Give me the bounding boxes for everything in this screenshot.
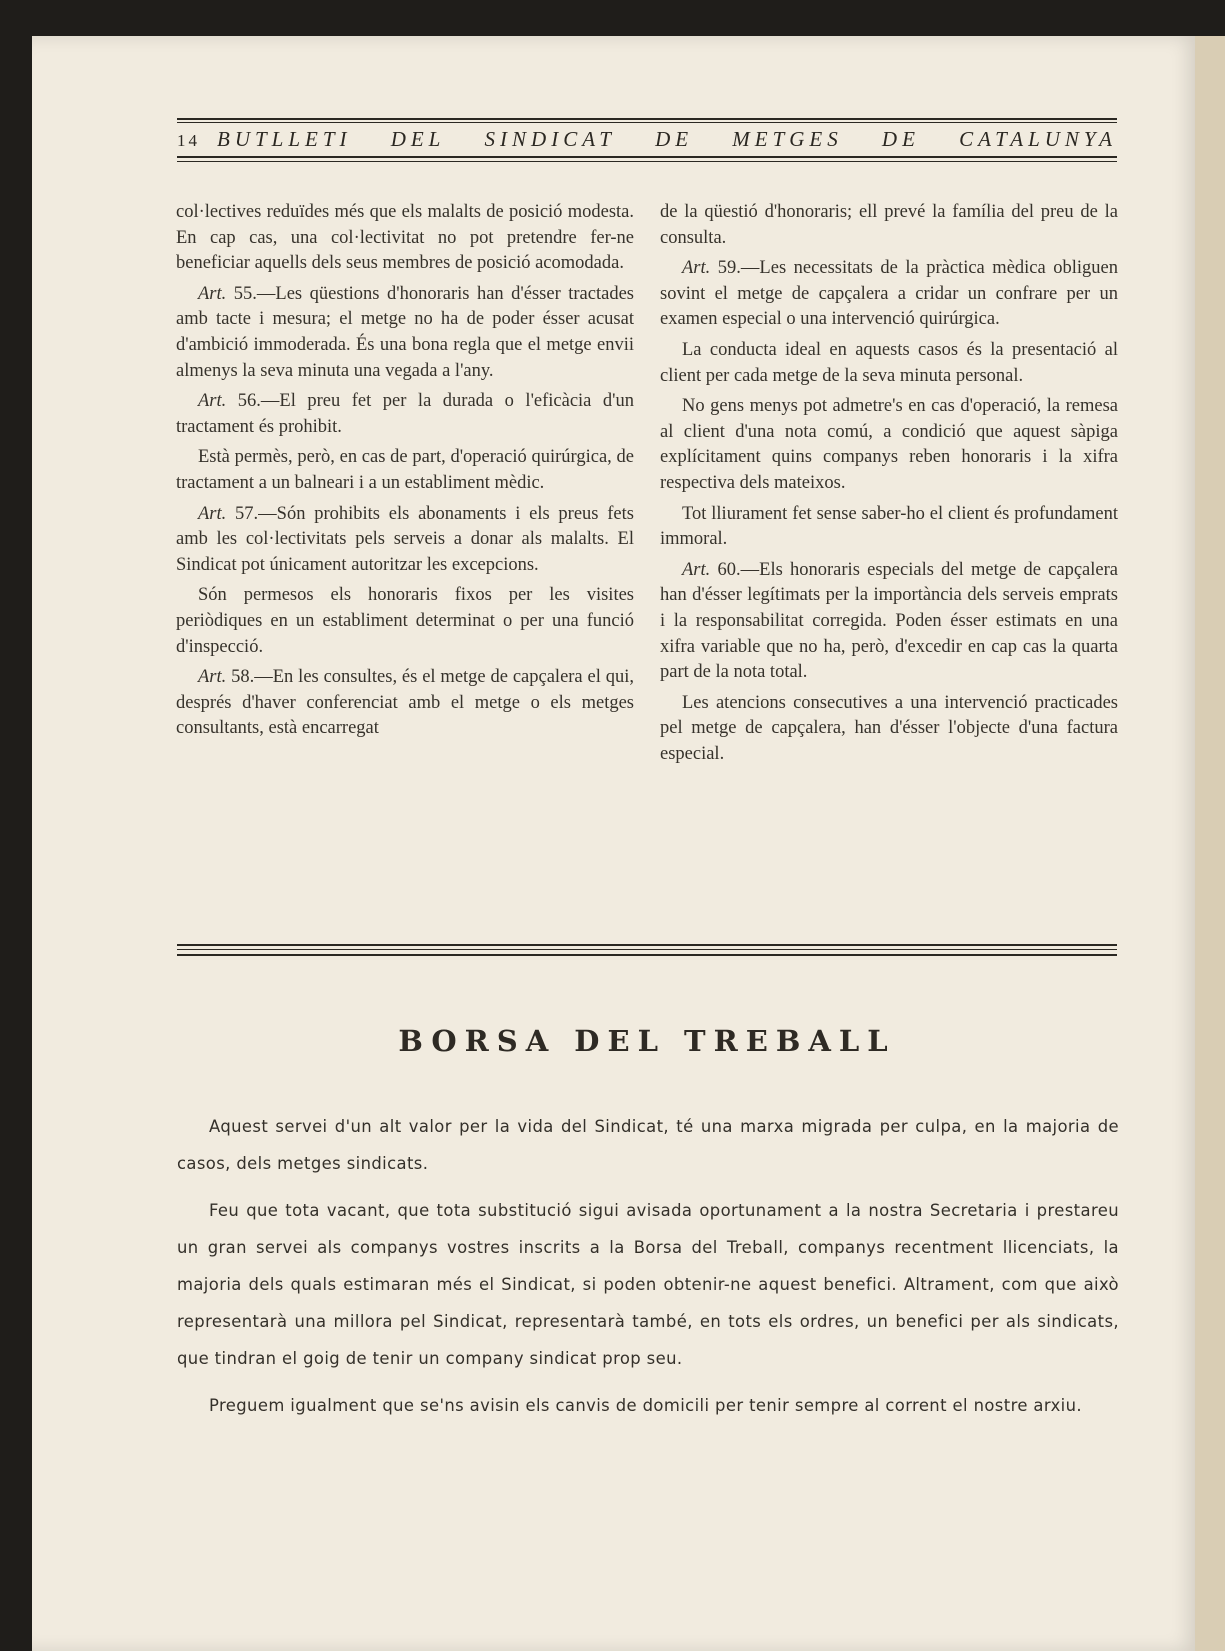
journal-title-word: DE — [655, 127, 694, 151]
paragraph-text: 56.—El preu fet per la durada o l'eficàcia d'un tractament és prohibit. — [176, 391, 634, 437]
left-column — [176, 200, 634, 747]
paragraph-text: Són permesos els honoraris fixos per les visites periòdiques en un establiment determinat o per una funció d'inspecció. — [176, 585, 634, 657]
separator-rule — [177, 954, 1117, 956]
paragraph — [660, 256, 1118, 333]
paragraph — [660, 691, 1118, 768]
paragraph — [176, 282, 634, 384]
right-column — [660, 200, 1118, 772]
paragraph-text: Tot lliurament fet sense saber-ho el client és profundament immoral. — [660, 503, 1118, 550]
article-label: Art. — [198, 667, 227, 688]
paragraph-text: Les atencions consecutives a una intervenció practicades pel metge de capçalera, han d'ésser l'objecte d'una factura especial. — [660, 692, 1118, 764]
journal-title-word: SINDICAT — [484, 127, 616, 151]
paragraph-text: 60.—Els honoraris especials del metge de capçalera han d'ésser legítimats per la importància dels serveis emprats i la responsabilitat corregida. Poden ésser estimats en una xifra variable que no ha, però, d'excedir en cap cas la quarta part de la nota total. — [660, 559, 1118, 683]
section-body — [177, 1108, 1119, 1434]
section-paragraph: Aquest servei d'un alt valor per la vida del Sindicat, té una marxa migrada per culpa, en la majoria de casos, dels metges sindicats. — [177, 1117, 1119, 1173]
header-rule-top-thin — [177, 122, 1117, 123]
paragraph — [176, 200, 634, 277]
journal-title-word: DE — [881, 127, 920, 151]
article-label: Art. — [198, 391, 227, 412]
header-rule-bottom-thin — [177, 161, 1117, 162]
header-text — [177, 127, 1117, 152]
paragraph-text: La conducta ideal en aquests casos és la presentació al client per cada metge de la seva minuta personal. — [660, 339, 1118, 386]
header-rule-top — [177, 118, 1117, 120]
paragraph — [176, 665, 634, 742]
paragraph — [660, 200, 1118, 251]
paragraph — [176, 389, 634, 440]
paragraph-text: 57.—Són prohibits els abonaments i els preus fets amb les col·lectivitats pels serveis a donar als malalts. El Sindicat pot únicament autoritzar les excepcions. — [176, 503, 634, 575]
journal-title — [217, 127, 1117, 152]
paragraph — [660, 558, 1118, 686]
article-label: Art. — [198, 503, 227, 524]
running-header — [177, 118, 1117, 166]
paragraph — [660, 394, 1118, 496]
page-edge — [1195, 36, 1225, 1651]
separator-rule — [177, 944, 1117, 946]
section-paragraph: Feu que tota vacant, que tota substitució sigui avisada oportunament a la nostra Secretaria i prestareu un gran servei als companys vostres inscrits a la Borsa del Treball, companys recentment llicenciats, la majoria dels quals estimaran més el Sindicat, si poden obtenir-ne aquest benefici. Altrament, com que això representarà una millora pel Sindicat, representarà també, en tots els ordres, un benefici per als sindicats, que tindran el goig de tenir un company sindicat prop seu. — [177, 1201, 1119, 1368]
article-label: Art. — [198, 283, 227, 304]
paragraph-text: 59.—Les necessitats de la pràctica mèdica obliguen sovint el metge de capçalera a cridar un confrare per un examen especial o una intervenció quirúrgica. — [660, 258, 1118, 330]
separator-rule-thin — [177, 949, 1117, 950]
paragraph-text: col·lectives reduïdes més que els malalts de posició modesta. En cap cas, una col·lectivitat no pot pretendre fer-ne beneficiar aquells dels seus membres de posició acomodada. — [176, 202, 634, 274]
section-paragraph: Preguem igualment que se'ns avisin els canvis de domicili per tenir sempre al corrent el nostre arxiu. — [209, 1396, 1083, 1415]
paragraph-text: de la qüestió d'honoraris; ell prevé la família del preu de la consulta. — [660, 202, 1118, 248]
paragraph — [176, 583, 634, 660]
paragraph-text: 55.—Les qüestions d'honoraris han d'ésser tractades amb tacte i mesura; el metge no ha de poder ésser acusat d'ambició immoderada. És una bona regla que el metge envii almenys la seva minuta una vegada a l'any. — [176, 283, 634, 381]
journal-title-word: METGES — [732, 127, 843, 151]
journal-title-word: DEL — [390, 127, 446, 151]
page-number: 14 — [177, 131, 200, 150]
journal-title-word: CATALUNYA — [959, 127, 1117, 151]
journal-title-word: BUTLLETI — [217, 127, 352, 151]
section-title: BORSA DEL TREBALL — [398, 1024, 896, 1058]
paragraph — [660, 338, 1118, 389]
paragraph-text: Està permès, però, en cas de part, d'operació quirúrgica, de tractament a un balneari i a un establiment mèdic. — [176, 447, 634, 493]
header-rule-bottom — [177, 156, 1117, 158]
article-label: Art. — [682, 559, 711, 580]
article-label: Art. — [682, 258, 711, 279]
paragraph — [176, 445, 634, 496]
paragraph — [176, 502, 634, 579]
paragraph-text: 58.—En les consultes, és el metge de capçalera el qui, després d'haver conferenciat amb el metge o els metges consultants, està encarregat — [176, 667, 634, 739]
paragraph — [660, 502, 1118, 553]
section-separator — [177, 944, 1117, 958]
paragraph-text: No gens menys pot admetre's en cas d'operació, la remesa al client d'una nota comú, a condició que aquest sàpiga explícitament quins companys reben honoraris i la xifra respectiva dels mateixos. — [660, 396, 1118, 493]
